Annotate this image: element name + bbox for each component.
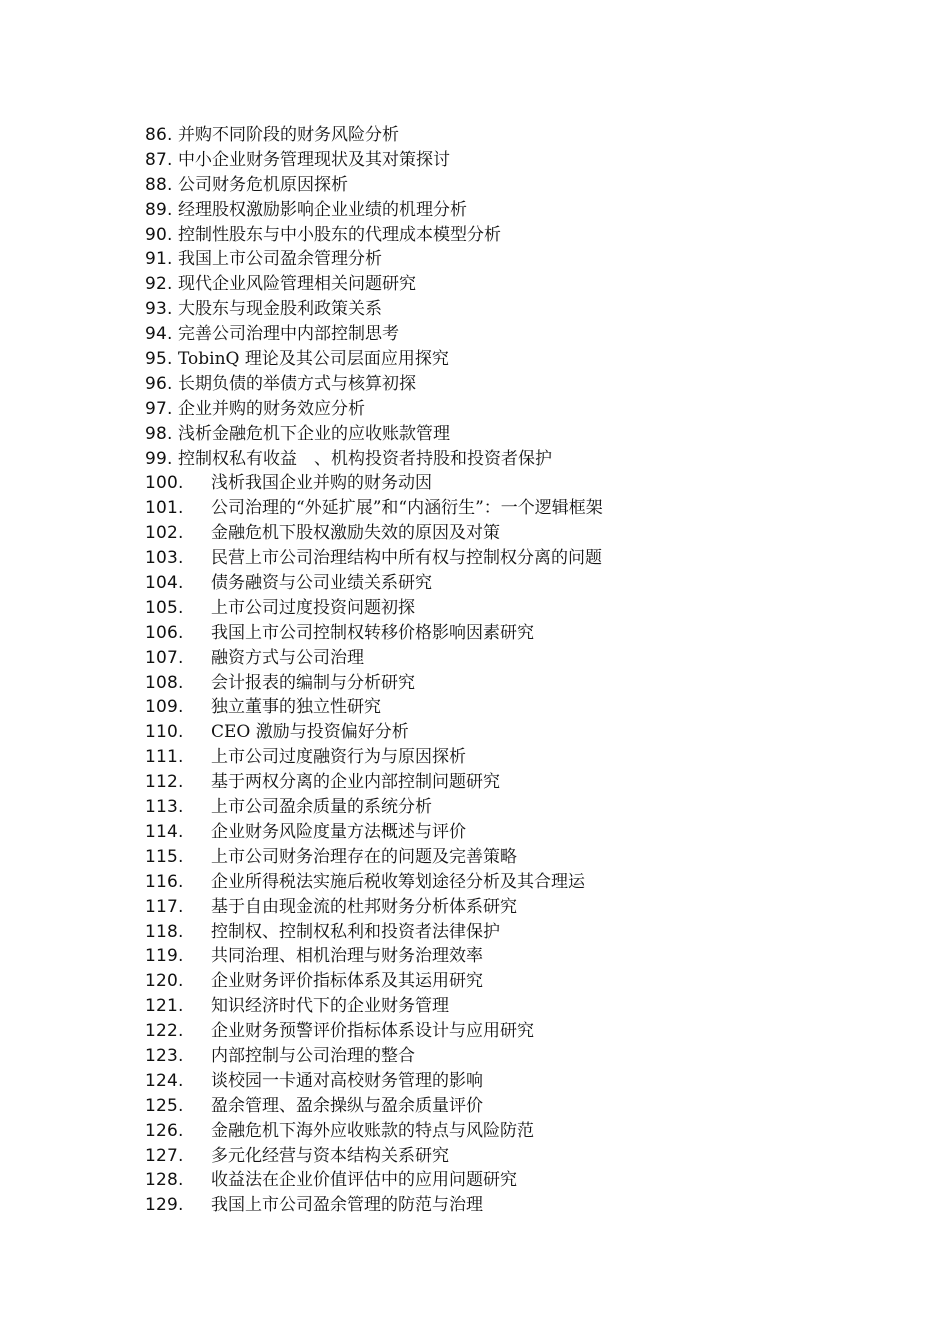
item-number: 118. <box>145 921 184 942</box>
item-title: 现代企业风险管理相关问题研究 <box>178 274 416 295</box>
item-title: 完善公司治理中内部控制思考 <box>178 324 399 345</box>
item-number: 112. <box>145 772 184 793</box>
item-number: 108. <box>145 672 184 693</box>
item-number: 98. <box>145 423 173 444</box>
item-title: 金融危机下海外应收账款的特点与风险防范 <box>211 1120 534 1141</box>
item-number: 86. <box>145 125 173 145</box>
item-title: 中小企业财务管理现状及其对策探讨 <box>178 149 450 170</box>
list-item <box>145 372 905 397</box>
item-number: 129. <box>145 1195 184 1216</box>
item-number: 123. <box>145 1045 184 1066</box>
item-title: 浅析我国企业并购的财务动因 <box>211 473 432 494</box>
item-title: 上市公司财务治理存在的问题及完善策略 <box>211 846 517 867</box>
item-number: 122. <box>145 1021 184 1042</box>
item-title: 并购不同阶段的财务风险分析 <box>178 125 399 145</box>
item-number: 105. <box>145 597 184 618</box>
item-number: 96. <box>145 373 173 394</box>
list-item <box>145 1119 905 1144</box>
item-number: 87. <box>145 149 173 170</box>
list-item <box>145 795 905 820</box>
item-number: 114. <box>145 821 184 842</box>
item-number: 95. <box>145 349 173 370</box>
list-item <box>145 347 905 372</box>
item-title: 上市公司盈余质量的系统分析 <box>211 797 432 818</box>
item-title: 盈余管理、盈余操纵与盈余质量评价 <box>211 1095 483 1116</box>
list-item <box>145 546 905 571</box>
list-item <box>145 895 905 920</box>
item-title: 上市公司过度融资行为与原因探析 <box>211 747 466 768</box>
item-title: TobinQ 理论及其公司层面应用探究 <box>178 349 449 370</box>
item-number: 100. <box>145 473 184 494</box>
item-title: 多元化经营与资本结构关系研究 <box>211 1145 449 1166</box>
item-number: 104. <box>145 573 184 594</box>
list-item <box>145 397 905 422</box>
list-item <box>145 148 905 173</box>
item-title: 我国上市公司盈余管理的防范与治理 <box>211 1195 483 1216</box>
item-number: 117. <box>145 896 184 917</box>
item-title: 债务融资与公司业绩关系研究 <box>211 573 432 594</box>
item-title: 独立董事的独立性研究 <box>211 697 381 718</box>
item-number: 93. <box>145 299 173 320</box>
item-title: 谈校园一卡通对高校财务管理的影响 <box>211 1070 483 1091</box>
item-title: 基于自由现金流的杜邦财务分析体系研究 <box>211 896 517 917</box>
item-number: 89. <box>145 199 173 220</box>
item-number: 91. <box>145 249 173 270</box>
item-number: 116. <box>145 871 184 892</box>
item-title: 我国上市公司盈余管理分析 <box>178 249 382 270</box>
list-item <box>145 173 905 198</box>
item-title: 我国上市公司控制权转移价格影响因素研究 <box>211 622 534 643</box>
item-number: 113. <box>145 797 184 818</box>
item-title: 融资方式与公司治理 <box>211 647 364 668</box>
item-number: 111. <box>145 747 184 768</box>
item-number: 101. <box>145 498 184 519</box>
item-title: 民营上市公司治理结构中所有权与控制权分离的问题 <box>211 548 602 569</box>
list-item <box>145 621 905 646</box>
item-number: 109. <box>145 697 184 718</box>
item-title: 公司财务危机原因探析 <box>178 174 348 195</box>
item-title: 共同治理、相机治理与财务治理效率 <box>211 946 483 967</box>
list-item <box>145 646 905 671</box>
list-item <box>145 969 905 994</box>
list-item <box>145 820 905 845</box>
list-item <box>145 471 905 496</box>
list-item <box>145 596 905 621</box>
list-item <box>145 1094 905 1119</box>
list-item <box>145 571 905 596</box>
item-title: 企业财务风险度量方法概述与评价 <box>211 821 466 842</box>
list-item <box>145 272 905 297</box>
list-item <box>145 994 905 1019</box>
list-item <box>145 123 905 148</box>
item-number: 99. <box>145 448 173 469</box>
item-title: 控制权私有收益 、机构投资者持股和投资者保护 <box>178 448 552 469</box>
item-number: 124. <box>145 1070 184 1091</box>
list-item <box>145 1044 905 1069</box>
list-item <box>145 944 905 969</box>
item-number: 102. <box>145 523 184 544</box>
list-item <box>145 1069 905 1094</box>
item-title: 金融危机下股权激励失效的原因及对策 <box>211 523 500 544</box>
item-number: 128. <box>145 1170 184 1191</box>
item-number: 120. <box>145 971 184 992</box>
list-item <box>145 1193 905 1218</box>
item-number: 126. <box>145 1120 184 1141</box>
item-number: 110. <box>145 722 184 743</box>
item-title: CEO 激励与投资偏好分析 <box>211 722 409 743</box>
list-item <box>145 770 905 795</box>
list-item <box>145 447 905 472</box>
item-title: 知识经济时代下的企业财务管理 <box>211 996 449 1017</box>
list-item <box>145 920 905 945</box>
list-item <box>145 496 905 521</box>
item-number: 90. <box>145 224 173 245</box>
list-item <box>145 223 905 248</box>
list-item <box>145 870 905 895</box>
item-title: 企业并购的财务效应分析 <box>178 398 365 419</box>
item-number: 92. <box>145 274 173 295</box>
item-number: 121. <box>145 996 184 1017</box>
list-item <box>145 521 905 546</box>
item-number: 119. <box>145 946 184 967</box>
item-title: 上市公司过度投资问题初探 <box>211 597 415 618</box>
item-title: 长期负债的举债方式与核算初探 <box>178 373 416 394</box>
item-number: 107. <box>145 647 184 668</box>
list-item <box>145 422 905 447</box>
item-title: 内部控制与公司治理的整合 <box>211 1045 415 1066</box>
item-number: 127. <box>145 1145 184 1166</box>
list-item <box>145 247 905 272</box>
item-number: 88. <box>145 174 173 195</box>
topic-list <box>145 123 905 1218</box>
list-item <box>145 198 905 223</box>
item-title: 公司治理的“外延扩展”和“内涵衍生”：一个逻辑框架 <box>211 498 603 519</box>
list-item <box>145 297 905 322</box>
item-title: 浅析金融危机下企业的应收账款管理 <box>178 423 450 444</box>
list-item <box>145 1019 905 1044</box>
item-number: 97. <box>145 398 173 419</box>
item-title: 基于两权分离的企业内部控制问题研究 <box>211 772 500 793</box>
item-title: 控制权、控制权私利和投资者法律保护 <box>211 921 500 942</box>
item-number: 115. <box>145 846 184 867</box>
item-title: 收益法在企业价值评估中的应用问题研究 <box>211 1170 517 1191</box>
item-title: 企业财务预警评价指标体系设计与应用研究 <box>211 1021 534 1042</box>
list-item <box>145 695 905 720</box>
list-item <box>145 1168 905 1193</box>
list-item <box>145 845 905 870</box>
list-item <box>145 671 905 696</box>
item-number: 125. <box>145 1095 184 1116</box>
item-number: 94. <box>145 324 173 345</box>
list-item <box>145 1144 905 1169</box>
item-title: 企业财务评价指标体系及其运用研究 <box>211 971 483 992</box>
list-item <box>145 322 905 347</box>
item-number: 106. <box>145 622 184 643</box>
list-item <box>145 720 905 745</box>
item-title: 大股东与现金股利政策关系 <box>178 299 382 320</box>
item-title: 经理股权激励影响企业业绩的机理分析 <box>178 199 467 220</box>
item-number: 103. <box>145 548 184 569</box>
item-title: 控制性股东与中小股东的代理成本模型分析 <box>178 224 501 245</box>
item-title: 会计报表的编制与分析研究 <box>211 672 415 693</box>
item-title: 企业所得税法实施后税收筹划途径分析及其合理运 <box>211 871 585 892</box>
list-item <box>145 745 905 770</box>
